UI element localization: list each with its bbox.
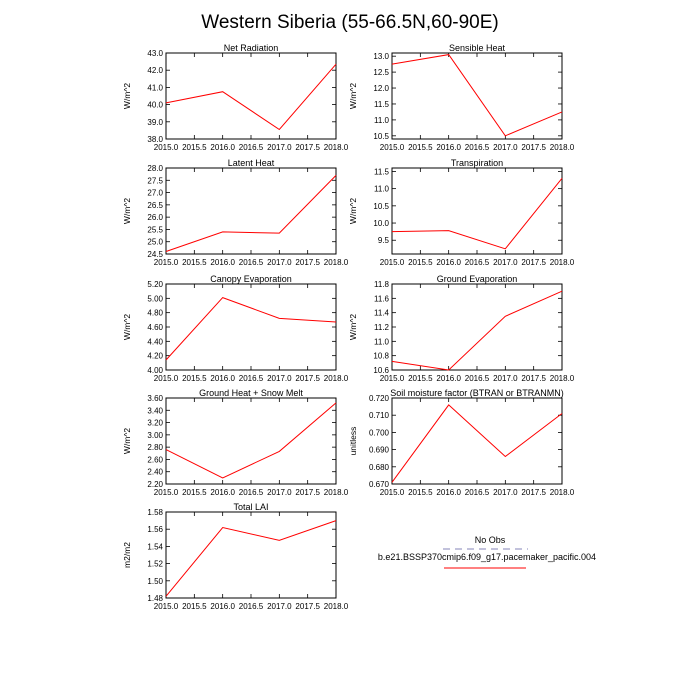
x-tick-label: 2016.0 xyxy=(436,374,461,383)
legend-model-label: b.e21.BSSP370cmip6.f09_g17.pacemaker_pacific.004 xyxy=(377,552,597,562)
legend xyxy=(378,535,596,568)
y-tick-label: 11.0 xyxy=(374,337,389,347)
y-axis-label: unitless xyxy=(348,426,358,456)
x-tick-label: 2017.5 xyxy=(521,374,546,383)
x-tick-label: 2015.5 xyxy=(182,258,207,267)
y-tick-label: 11.0 xyxy=(374,115,389,125)
x-tick-label: 2015.0 xyxy=(379,374,405,383)
y-tick-label: 4.00 xyxy=(147,366,163,375)
y-tick-label: 38.0 xyxy=(147,135,163,144)
x-tick-label: 2016.5 xyxy=(238,143,264,152)
y-tick-label: 11.5 xyxy=(374,167,389,177)
x-tick-label: 2016.0 xyxy=(210,488,235,497)
panel-8 xyxy=(348,388,575,497)
x-tick-label: 2017.0 xyxy=(267,374,292,383)
y-tick-label: 1.52 xyxy=(147,559,163,569)
y-tick-label: 0.670 xyxy=(368,480,389,489)
x-tick-label: 2018.0 xyxy=(323,374,349,383)
x-tick-label: 2018.0 xyxy=(323,258,349,267)
y-tick-label: 3.20 xyxy=(147,418,163,428)
y-axis-label: W/m^2 xyxy=(348,197,358,225)
x-tick-label: 2016.5 xyxy=(464,488,490,497)
y-tick-label: 2.60 xyxy=(147,455,163,465)
x-tick-label: 2015.0 xyxy=(379,143,405,152)
series-line xyxy=(166,64,336,129)
y-tick-label: 42.0 xyxy=(147,66,163,76)
y-axis-label: W/m^2 xyxy=(122,82,132,110)
panel-title: Total LAI xyxy=(233,502,269,512)
x-tick-label: 2015.5 xyxy=(182,143,207,152)
x-tick-label: 2016.5 xyxy=(464,258,490,267)
y-tick-label: 11.6 xyxy=(374,294,389,304)
series-line xyxy=(392,178,562,249)
y-tick-label: 5.00 xyxy=(147,294,163,304)
x-tick-label: 2015.5 xyxy=(182,488,207,497)
y-axis-label: W/m^2 xyxy=(348,82,358,110)
y-tick-label: 1.56 xyxy=(147,525,163,535)
plot-frame xyxy=(166,168,336,254)
y-tick-label: 26.0 xyxy=(147,213,163,223)
y-tick-label: 2.20 xyxy=(147,480,163,489)
plot-frame xyxy=(166,512,336,598)
x-tick-label: 2017.0 xyxy=(493,374,518,383)
x-tick-label: 2017.0 xyxy=(267,258,292,267)
x-tick-label: 2016.0 xyxy=(210,374,235,383)
y-tick-label: 0.690 xyxy=(368,445,389,455)
x-tick-label: 2017.5 xyxy=(521,258,546,267)
x-tick-label: 2016.0 xyxy=(210,143,235,152)
y-tick-label: 2.40 xyxy=(147,467,163,477)
y-axis-label: m2/m2 xyxy=(122,542,132,568)
plot-frame xyxy=(392,168,562,254)
y-tick-label: 12.0 xyxy=(373,84,389,94)
y-tick-label: 24.5 xyxy=(147,250,163,259)
y-tick-label: 10.0 xyxy=(373,219,389,229)
series-line xyxy=(166,298,336,360)
x-tick-label: 2015.0 xyxy=(153,258,179,267)
x-tick-label: 2017.5 xyxy=(295,374,320,383)
panel-title: Ground Heat + Snow Melt xyxy=(199,388,303,398)
x-tick-label: 2016.5 xyxy=(464,143,490,152)
y-tick-label: 9.5 xyxy=(377,236,389,246)
y-tick-label: 1.48 xyxy=(147,594,163,603)
y-tick-label: 4.60 xyxy=(147,323,163,332)
x-tick-label: 2016.5 xyxy=(238,374,264,383)
panel-title: Soil moisture factor (BTRAN or BTRANMN) xyxy=(390,388,564,398)
y-tick-label: 41.0 xyxy=(147,83,163,93)
y-tick-label: 12.5 xyxy=(373,68,389,78)
series-line xyxy=(166,521,336,597)
y-tick-label: 25.5 xyxy=(147,225,163,235)
panel-4 xyxy=(348,158,575,267)
x-tick-label: 2016.0 xyxy=(436,488,461,497)
x-tick-label: 2018.0 xyxy=(549,488,575,497)
x-tick-label: 2016.5 xyxy=(464,374,490,383)
x-tick-label: 2017.5 xyxy=(295,488,320,497)
y-tick-label: 11.2 xyxy=(374,323,389,332)
y-tick-label: 0.700 xyxy=(368,428,389,438)
series-line xyxy=(392,405,562,482)
y-tick-label: 1.50 xyxy=(147,576,163,586)
y-tick-label: 3.00 xyxy=(147,430,163,440)
plot-frame xyxy=(392,284,562,370)
panel-title: Transpiration xyxy=(450,158,504,168)
x-tick-label: 2016.0 xyxy=(436,143,461,152)
y-tick-label: 0.720 xyxy=(368,394,389,403)
x-tick-label: 2016.5 xyxy=(238,488,264,497)
y-tick-label: 10.5 xyxy=(373,201,389,211)
x-tick-label: 2015.5 xyxy=(182,374,207,383)
x-tick-label: 2018.0 xyxy=(323,602,349,611)
panel-3 xyxy=(122,158,349,267)
series-line xyxy=(392,291,562,370)
y-axis-label: W/m^2 xyxy=(122,313,132,341)
x-tick-label: 2016.0 xyxy=(210,258,235,267)
y-tick-label: 1.54 xyxy=(147,542,163,552)
y-axis-label: W/m^2 xyxy=(122,197,132,225)
x-tick-label: 2015.0 xyxy=(153,488,179,497)
y-tick-label: 11.8 xyxy=(374,280,389,289)
x-tick-label: 2017.5 xyxy=(521,488,546,497)
y-tick-label: 28.0 xyxy=(147,164,163,173)
y-tick-label: 4.20 xyxy=(147,351,163,361)
plot-frame xyxy=(166,398,336,484)
x-tick-label: 2015.5 xyxy=(408,143,433,152)
y-tick-label: 11.0 xyxy=(374,184,389,194)
x-tick-label: 2017.5 xyxy=(295,602,320,611)
panel-7 xyxy=(122,388,349,497)
figure-title: Western Siberia (55-66.5N,60-90E) xyxy=(201,12,499,33)
y-tick-label: 0.710 xyxy=(368,411,389,421)
x-tick-label: 2015.0 xyxy=(153,374,179,383)
x-tick-label: 2016.0 xyxy=(436,258,461,267)
panels xyxy=(122,43,575,611)
y-tick-label: 4.40 xyxy=(147,337,163,347)
x-tick-label: 2015.5 xyxy=(408,374,433,383)
panel-title: Sensible Heat xyxy=(448,43,506,53)
x-tick-label: 2016.5 xyxy=(238,258,264,267)
x-tick-label: 2018.0 xyxy=(549,143,575,152)
y-tick-label: 3.60 xyxy=(147,394,163,403)
legend-obs-label: No Obs xyxy=(474,535,506,545)
y-tick-label: 0.680 xyxy=(368,462,389,472)
y-tick-label: 11.4 xyxy=(374,308,389,318)
plot-frame xyxy=(166,284,336,370)
y-tick-label: 26.5 xyxy=(147,200,163,210)
x-tick-label: 2015.5 xyxy=(408,488,433,497)
y-tick-label: 10.6 xyxy=(373,366,389,375)
x-tick-label: 2016.0 xyxy=(210,602,235,611)
series-line xyxy=(166,175,336,251)
y-tick-label: 40.0 xyxy=(147,100,163,110)
x-tick-label: 2017.0 xyxy=(493,258,518,267)
y-tick-label: 27.5 xyxy=(147,176,163,186)
panel-6 xyxy=(348,274,575,383)
x-tick-label: 2017.0 xyxy=(493,143,518,152)
x-tick-label: 2017.5 xyxy=(521,143,546,152)
y-axis-label: W/m^2 xyxy=(348,313,358,341)
y-tick-label: 13.0 xyxy=(373,52,389,62)
y-tick-label: 43.0 xyxy=(147,49,163,58)
x-tick-label: 2015.0 xyxy=(379,488,405,497)
x-tick-label: 2017.0 xyxy=(267,143,292,152)
y-tick-label: 1.58 xyxy=(147,508,163,517)
y-tick-label: 10.5 xyxy=(373,131,389,141)
y-tick-label: 39.0 xyxy=(147,117,163,127)
x-tick-label: 2018.0 xyxy=(549,374,575,383)
y-tick-label: 3.40 xyxy=(147,406,163,416)
x-tick-label: 2015.5 xyxy=(182,602,207,611)
panel-9 xyxy=(122,502,349,611)
x-tick-label: 2017.0 xyxy=(267,488,292,497)
x-tick-label: 2017.0 xyxy=(493,488,518,497)
y-tick-label: 4.80 xyxy=(147,308,163,318)
panel-title: Ground Evaporation xyxy=(436,274,518,284)
x-tick-label: 2015.0 xyxy=(379,258,405,267)
panel-title: Canopy Evaporation xyxy=(210,274,292,284)
panel-title: Latent Heat xyxy=(227,158,275,168)
x-tick-label: 2015.0 xyxy=(153,602,179,611)
y-tick-label: 11.5 xyxy=(374,99,389,109)
x-tick-label: 2017.0 xyxy=(267,602,292,611)
x-tick-label: 2017.5 xyxy=(295,258,320,267)
plot-frame xyxy=(392,398,562,484)
y-tick-label: 27.0 xyxy=(147,188,163,198)
panel-1 xyxy=(122,43,349,152)
series-line xyxy=(166,403,336,478)
x-tick-label: 2016.5 xyxy=(238,602,264,611)
x-tick-label: 2018.0 xyxy=(549,258,575,267)
panel-5 xyxy=(122,274,349,383)
x-tick-label: 2015.0 xyxy=(153,143,179,152)
y-tick-label: 2.80 xyxy=(147,443,163,453)
x-tick-label: 2018.0 xyxy=(323,488,349,497)
x-tick-label: 2018.0 xyxy=(323,143,349,152)
y-tick-label: 10.8 xyxy=(373,351,389,361)
y-axis-label: W/m^2 xyxy=(122,427,132,455)
x-tick-label: 2015.5 xyxy=(408,258,433,267)
series-line xyxy=(392,55,562,136)
plot-frame xyxy=(166,53,336,139)
y-tick-label: 5.20 xyxy=(147,280,163,289)
panel-title: Net Radiation xyxy=(223,43,279,53)
panel-2 xyxy=(348,43,575,152)
x-tick-label: 2017.5 xyxy=(295,143,320,152)
y-tick-label: 25.0 xyxy=(147,237,163,247)
